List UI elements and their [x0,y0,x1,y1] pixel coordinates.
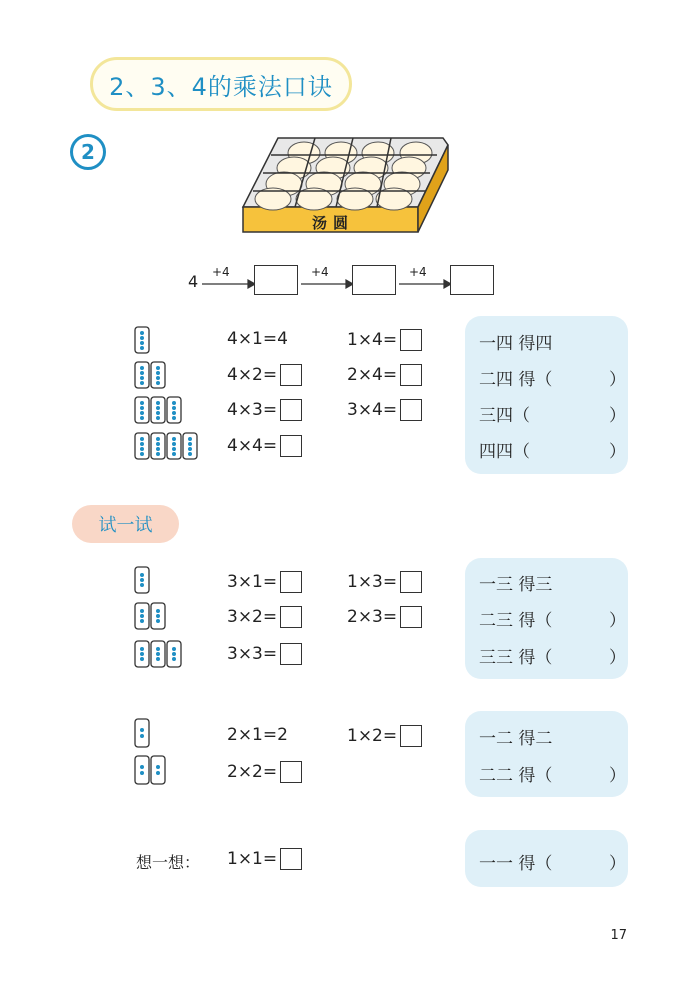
rhyme-line: 一三 得三 [479,575,553,595]
rhyme-line: 二四 得（ [479,370,553,390]
sequence-step-label-1: +4 [212,265,230,279]
rhyme-line: 二二 得（ [479,766,553,786]
sequence-answer-box-1[interactable] [254,265,298,295]
dot-card-3x3 [134,640,184,668]
equation-1x3: 1×3= [347,571,422,593]
rhyme-line: 一一 得（ [479,854,553,874]
rhyme-close-paren: ） [609,766,626,786]
answer-box[interactable] [280,643,302,665]
answer-box[interactable] [400,725,422,747]
rhyme-line: 三三 得（ [479,648,553,668]
dot-card-2x2 [134,755,168,785]
section-number-text: 2 [81,140,95,164]
equation-1x2: 1×2= [347,725,422,747]
rhyme-close-paren: ） [609,648,626,668]
rhyme-line: 一四 得四 [479,334,553,354]
dot-card-4x4 [134,432,200,460]
rhyme-close-paren: ） [609,854,626,874]
page-title [90,57,352,111]
rhyme-close-paren: ） [609,406,626,426]
answer-box[interactable] [280,761,302,783]
sequence-answer-box-2[interactable] [352,265,396,295]
answer-box[interactable] [280,848,302,870]
equation-3x3: 3×3= [227,643,302,665]
rhyme-line: 三四（ [479,406,530,426]
dot-card-4x2 [134,361,168,389]
think-label: 想一想： [136,853,201,872]
equation-4x1: 4×1=4 [227,329,288,349]
equation-2x3: 2×3= [347,606,422,628]
dot-card-4x1 [134,326,152,354]
rhyme-close-paren: ） [609,442,626,462]
rhyme-line: 一二 得二 [479,729,553,749]
equation-3x4: 3×4= [347,399,422,421]
equation-3x2: 3×2= [227,606,302,628]
equation-2x1: 2×1=2 [227,725,288,745]
answer-box[interactable] [400,399,422,421]
sequence-step-label-2: +4 [311,265,329,279]
equation-4x2: 4×2= [227,364,302,386]
sequence-start: 4 [188,272,199,291]
try-it-label: 试一试 [72,505,179,543]
answer-box[interactable] [280,364,302,386]
answer-box[interactable] [280,571,302,593]
answer-box[interactable] [280,606,302,628]
equation-1x4: 1×4= [347,329,422,351]
answer-box[interactable] [400,571,422,593]
page-number: 17 [610,928,627,943]
equation-4x4: 4×4= [227,435,302,457]
rhyme-line: 二三 得（ [479,611,553,631]
answer-box[interactable] [400,329,422,351]
answer-box[interactable] [280,399,302,421]
answer-box[interactable] [400,364,422,386]
dot-card-2x1 [134,718,152,748]
equation-2x2: 2×2= [227,761,302,783]
tray-label: 汤圆 [311,214,354,232]
rhyme-close-paren: ） [609,611,626,631]
answer-box[interactable] [280,435,302,457]
dot-card-3x1 [134,566,152,594]
equation-1x1: 1×1= [227,848,302,870]
answer-box[interactable] [400,606,422,628]
equation-3x1: 3×1= [227,571,302,593]
section-number-badge [70,134,106,170]
dot-card-3x2 [134,602,168,630]
equation-2x4: 2×4= [347,364,422,386]
equation-4x3: 4×3= [227,399,302,421]
rhyme-close-paren: ） [609,370,626,390]
page-title-text: 2、3、4的乘法口诀 [109,72,333,101]
sequence-answer-box-3[interactable] [450,265,494,295]
sequence-step-label-3: +4 [409,265,427,279]
rhyme-line: 四四（ [479,442,530,462]
dot-card-4x3 [134,396,184,424]
